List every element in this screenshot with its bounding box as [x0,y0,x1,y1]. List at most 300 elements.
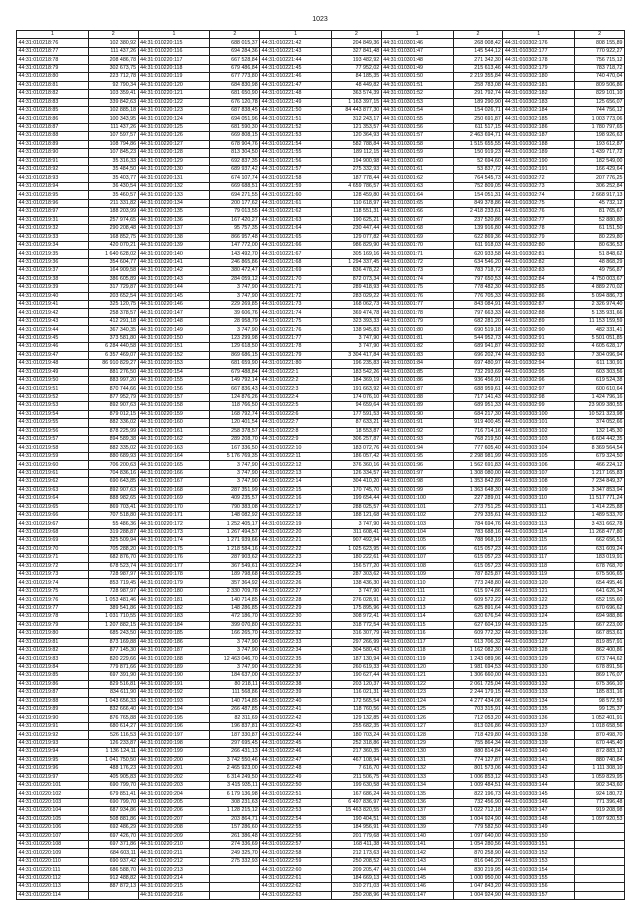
cadastral-value-cell: 185 831,16 [575,689,625,697]
cadastral-value-cell: 681 590,30 [210,123,260,131]
cadastral-value-cell: 284 059,12 [210,275,260,283]
cadastral-number-cell: 44:31:010220:160 [138,419,210,427]
cadastral-number-cell: 44:31:010220:170 [138,503,210,511]
cadastral-number-cell: 44:31:010218:76 [17,39,89,47]
cadastral-value-cell: 1 363 648,30 [453,486,503,494]
table-row [17,444,625,452]
cadastral-value-cell: 203 120,37 [332,680,382,688]
cadastral-number-cell: 44:31:010303:134 [503,697,575,705]
cadastral-number-cell: 44:31:010222:63 [260,891,332,899]
cadastral-value-cell: 870 258,90 [453,849,503,857]
cadastral-number-cell: 44:31:010222:15 [260,486,332,494]
cadastral-number-cell: 44:31:010302:80 [503,241,575,249]
cadastral-number-cell: 44:31:010219:84 [17,663,89,671]
cadastral-value-cell: 80 229,80 [575,233,625,241]
cadastral-number-cell: 44:31:010302:76 [503,208,575,216]
cadastral-number-cell: 44:31:010220:138 [138,233,210,241]
cadastral-value-cell: 819 857,91 [575,638,625,646]
cadastral-number-cell: 44:31:010220:165 [138,461,210,469]
cadastral-number-cell: 44:31:010301:129 [381,739,453,747]
cadastral-number-cell: 44:31:010222:18 [260,511,332,519]
cadastral-value-cell [210,883,260,891]
cadastral-number-cell: 44:31:010301:105 [381,537,453,545]
cadastral-number-cell: 44:31:010302:84 [503,275,575,283]
cadastral-number-cell: 44:31:010220:149 [138,326,210,334]
cadastral-number-cell: 44:31:010222:45 [260,739,332,747]
page-number: 1023 [312,16,328,23]
cadastral-value-cell: 260 619,33 [332,663,382,671]
cadastral-value-cell: 84 185,35 [332,73,382,81]
table-row [17,284,625,292]
cadastral-number-cell: 44:31:010301:112 [381,596,453,604]
cadastral-value-cell: 138 945,83 [332,326,382,334]
cadastral-number-cell: 44:31:010303:142 [503,765,575,773]
cadastral-number-cell: 44:31:010222:14 [260,478,332,486]
cadastral-number-cell: 44:31:010219:78 [17,613,89,621]
cadastral-number-cell: 44:31:010220:214 [138,874,210,882]
table-row [17,436,625,444]
cadastral-value-cell: 816 046,20 [453,857,503,865]
table-row [17,250,625,258]
cadastral-number-cell: 44:31:010220:164 [138,452,210,460]
cadastral-number-cell: 44:31:010301:85 [381,368,453,376]
cadastral-value-cell: 354 604,77 [88,258,138,266]
cadastral-number-cell: 44:31:010303:148 [503,815,575,823]
cadastral-number-cell: 44:31:010302:182 [503,90,575,98]
cadastral-number-cell: 44:31:010303:129 [503,655,575,663]
cadastral-value-cell: 175 895,96 [332,604,382,612]
cadastral-value-cell: 692 837,35 [210,157,260,165]
cadastral-value-cell: 689 951,33 [453,402,503,410]
table-row [17,891,625,899]
cadastral-value-cell: 110 618,97 [332,199,382,207]
cadastral-value-cell: 611 918,03 [453,241,503,249]
cadastral-number-cell: 44:31:010301:120 [381,663,453,671]
cadastral-value-cell: 107 597,57 [88,132,138,140]
cadastral-value-cell: 784 694,76 [453,520,503,528]
cadastral-value-cell: 291 792,74 [453,90,503,98]
cadastral-value-cell: 180 703,24 [332,731,382,739]
table-row [17,326,625,334]
cadastral-value-cell: 1 000 950,00 [453,874,503,882]
cadastral-value-cell: 157 286,60 [210,824,260,832]
cadastral-number-cell: 44:31:010222:57 [260,841,332,849]
cadastral-number-cell: 44:31:010220:213 [138,866,210,874]
cadastral-number-cell: 44:31:010219:75 [17,587,89,595]
cadastral-value-cell: 3 747,90 [210,478,260,486]
cadastral-number-cell: 44:31:010301:56 [381,123,453,131]
cadastral-value-cell: 620 676,54 [453,613,503,621]
cadastral-number-cell: 44:31:010303:141 [503,756,575,764]
cadastral-value-cell: 3 431 662,78 [575,520,625,528]
cadastral-value-cell: 611 517,15 [453,123,503,131]
cadastral-number-cell: 44:31:010219:58 [17,444,89,452]
cadastral-number-cell: 44:31:010222:52 [260,798,332,806]
cadastral-value-cell: 223 712,78 [88,73,138,81]
cadastral-value-cell: 289 418,93 [332,284,382,292]
cadastral-number-cell: 44:31:010218:82 [17,90,89,98]
cadastral-value-cell: 1 294 337,45 [332,258,382,266]
table-row [17,191,625,199]
cadastral-value-cell: 35 403,77 [88,174,138,182]
cadastral-value-cell: 1 640 628,02 [88,250,138,258]
cadastral-value-cell: 1 424 796,16 [575,393,625,401]
cadastral-number-cell: 44:31:010218:90 [17,149,89,157]
cadastral-number-cell: 44:31:010220:136 [138,216,210,224]
cadastral-value-cell: 3 747,90 [210,469,260,477]
cadastral-value-cell: 304 410,20 [332,478,382,486]
cadastral-value-cell: 187 778,44 [332,174,382,182]
header-row [17,31,625,39]
cadastral-number-cell: 44:31:010301:64 [381,191,453,199]
cadastral-value-cell: 283 029,22 [332,292,382,300]
cadastral-number-cell: 44:31:010301:49 [381,64,453,72]
cadastral-number-cell: 44:31:010220:124 [138,115,210,123]
cadastral-value-cell: 667 853,61 [575,630,625,638]
cadastral-value-cell: 6 314 249,50 [210,773,260,781]
cadastral-value-cell: 675 506,65 [575,571,625,579]
table-row [17,376,625,384]
table-row [17,115,625,123]
cadastral-value-cell: 1 136 124,11 [88,748,138,756]
cadastral-value-cell: 116 021,31 [332,689,382,697]
cadastral-value-cell: 690 799,70 [88,781,138,789]
cadastral-value-cell: 689 941,87 [453,343,503,351]
cadastral-value-cell: 3 747,90 [332,334,382,342]
table-row [17,208,625,216]
cadastral-value-cell: 627 604,19 [453,621,503,629]
cadastral-value-cell: 23 909 380,55 [575,402,625,410]
cadastral-value-cell: 912 488,82 [88,874,138,882]
cadastral-value-cell: 327 841,48 [332,47,382,55]
table-row [17,233,625,241]
cadastral-number-cell: 44:31:010301:145 [381,874,453,882]
cadastral-value-cell: 325 509,94 [88,537,138,545]
cadastral-value-cell: 102 380,92 [88,39,138,47]
cadastral-value-cell: 466 224,12 [575,461,625,469]
cadastral-number-cell: 44:31:010301:79 [381,317,453,325]
cadastral-number-cell: 44:31:010220:194 [138,706,210,714]
cadastral-value-cell: 3 747,90 [332,343,382,351]
cadastral-value-cell: 5 135 931,66 [575,309,625,317]
table-row [17,351,625,359]
cadastral-number-cell: 44:31:010222:10 [260,444,332,452]
cadastral-number-cell: 44:31:010220:127 [138,140,210,148]
cadastral-number-cell: 44:31:010222:29 [260,604,332,612]
cadastral-value-cell: 744 756,12 [575,106,625,114]
cadastral-value-cell: 399 070,80 [210,621,260,629]
cadastral-value-cell: 4 659 786,57 [332,182,382,190]
cadastral-number-cell: 44:31:010220:154 [138,368,210,376]
cadastral-number-cell: 44:31:010220:207 [138,815,210,823]
cadastral-value-cell: 230 447,44 [332,225,382,233]
cadastral-number-cell: 44:31:010219:40 [17,292,89,300]
cadastral-number-cell: 44:31:010303:106 [503,461,575,469]
cadastral-number-cell: 44:31:010220:151 [138,343,210,351]
cadastral-number-cell: 44:31:010303:104 [503,444,575,452]
cadastral-number-cell: 44:31:010219:83 [17,655,89,663]
cadastral-value-cell: 488 176,23 [88,765,138,773]
cadastral-number-cell: 44:31:010221:52 [260,123,332,131]
cadastral-number-cell: 44:31:010219:54 [17,410,89,418]
cadastral-number-cell: 44:31:010301:87 [381,385,453,393]
cadastral-value-cell: 3 742 550,46 [210,756,260,764]
cadastral-number-cell: 44:31:010220:193 [138,697,210,705]
cadastral-number-cell: 44:31:010303:121 [503,587,575,595]
cadastral-value-cell: 190 625,21 [332,216,382,224]
cadastral-number-cell: 44:31:010219:38 [17,275,89,283]
cadastral-number-cell: 44:31:010301:103 [381,520,453,528]
cadastral-value-cell: 187 330,87 [210,731,260,739]
cadastral-number-cell: 44:31:010301:93 [381,436,453,444]
cadastral-value-cell: 829 101,10 [575,90,625,98]
cadastral-value-cell: 894 589,38 [88,436,138,444]
cadastral-value-cell: 183 019,91 [575,554,625,562]
cadastral-value-cell: 690 799,70 [88,798,138,806]
cadastral-value-cell: 373 581,80 [88,334,138,342]
table-row [17,798,625,806]
cadastral-number-cell: 44:31:010221:79 [260,351,332,359]
cadastral-value-cell: 888 982,65 [88,495,138,503]
cadastral-value-cell [210,874,260,882]
cadastral-value-cell: 261 386,48 [210,832,260,840]
cadastral-number-cell: 44:31:010301:74 [381,275,453,283]
cadastral-number-cell: 44:31:010220:113 [17,883,89,891]
cadastral-number-cell: 44:31:010303:111 [503,503,575,511]
cadastral-value-cell: 168 792,74 [210,410,260,418]
cadastral-number-cell: 44:31:010221:64 [260,225,332,233]
cadastral-value-cell: 667 528,84 [210,56,260,64]
cadastral-value-cell: 783 718,72 [575,64,625,72]
cadastral-number-cell: 44:31:010301:126 [381,714,453,722]
cadastral-number-cell: 44:31:010219:82 [17,646,89,654]
table-row [17,866,625,874]
cadastral-number-cell: 44:31:010222:51 [260,790,332,798]
cadastral-value-cell: 325 120,75 [88,301,138,309]
cadastral-number-cell: 44:31:010219:76 [17,596,89,604]
cadastral-number-cell: 44:31:010222:4 [260,393,332,401]
cadastral-value-cell: 703 315,91 [453,706,503,714]
cadastral-value-cell: 204 849,36 [332,39,382,47]
cadastral-value-cell [575,866,625,874]
cadastral-value-cell: 126 233,87 [88,739,138,747]
cadastral-value-cell: 167 336,50 [210,444,260,452]
cadastral-value-cell: 11 268 477,80 [575,528,625,536]
cadastral-number-cell: 44:31:010220:209 [138,832,210,840]
cadastral-value-cell: 1 308 080,00 [453,469,503,477]
table-row [17,216,625,224]
cadastral-value-cell: 882 336,02 [88,419,138,427]
cadastral-number-cell: 44:31:010220:187 [138,646,210,654]
cadastral-value-cell: 7 616,70 [332,765,382,773]
cadastral-value-cell: 902 343,60 [575,781,625,789]
cadastral-number-cell: 44:31:010222:36 [260,663,332,671]
cadastral-number-cell: 44:31:010219:69 [17,537,89,545]
cadastral-value-cell: 183 072,76 [332,444,382,452]
cadastral-value-cell: 317 729,87 [88,284,138,292]
cadastral-number-cell: 44:31:010221:60 [260,191,332,199]
table-row [17,157,625,165]
cadastral-value-cell: 229 269,85 [210,301,260,309]
cadastral-number-cell: 44:31:010220:212 [138,857,210,865]
cadastral-number-cell: 44:31:010303:115 [503,537,575,545]
cadastral-number-cell: 44:31:010220:189 [138,663,210,671]
cadastral-value-cell: 790 383,08 [210,503,260,511]
table-row [17,393,625,401]
cadastral-value-cell: 801 573,06 [453,765,503,773]
cadastral-number-cell: 44:31:010219:91 [17,722,89,730]
cadastral-value-cell: 189 112,15 [332,149,382,157]
cadastral-value-cell: 6 179 136,98 [210,790,260,798]
cadastral-number-cell: 44:31:010222:30 [260,613,332,621]
cadastral-number-cell: 44:31:010219:32 [17,225,89,233]
cadastral-number-cell: 44:31:010220:135 [138,208,210,216]
cadastral-value-cell: 53 837,72 [453,166,503,174]
cadastral-number-cell: 44:31:010222:20 [260,528,332,536]
cadastral-number-cell: 44:31:010222:5 [260,402,332,410]
cadastral-number-cell: 44:31:010221:73 [260,301,332,309]
cadastral-value-cell: 862 400,86 [575,646,625,654]
cadastral-number-cell: 44:31:010221:61 [260,199,332,207]
cadastral-number-cell: 44:31:010221:53 [260,132,332,140]
cadastral-number-cell: 44:31:010301:71 [381,250,453,258]
cadastral-value-cell: 189 798,68 [210,571,260,579]
cadastral-number-cell: 44:31:010220:137 [138,225,210,233]
cadastral-value-cell: 156 577,20 [332,562,382,570]
cadastral-number-cell: 44:31:010220:152 [138,351,210,359]
cadastral-value-cell: 678 891,56 [575,663,625,671]
cadastral-number-cell: 44:31:010220:141 [138,258,210,266]
cadastral-number-cell: 44:31:010301:123 [381,689,453,697]
cadastral-value-cell: 1 267 494,57 [210,528,260,536]
cadastral-number-cell: 44:31:010222:61 [260,874,332,882]
cadastral-number-cell: 44:31:010301:125 [381,706,453,714]
cadastral-number-cell: 44:31:010219:85 [17,672,89,680]
cadastral-number-cell: 44:31:010301:57 [381,132,453,140]
cadastral-value-cell: 190 404,51 [332,815,382,823]
cadastral-number-cell: 44:31:010221:57 [260,166,332,174]
cadastral-value-cell [575,874,625,882]
cadastral-value-cell: 615 057,23 [453,545,503,553]
cadastral-number-cell: 44:31:010301:50 [381,73,453,81]
cadastral-number-cell: 44:31:010220:104 [17,807,89,815]
cadastral-value-cell: 7 234 849,37 [575,478,625,486]
cadastral-value-cell: 339 842,63 [88,98,138,106]
cadastral-number-cell: 44:31:010222:40 [260,697,332,705]
cadastral-value-cell: 118 760,56 [332,706,382,714]
cadastral-value-cell: 697 426,70 [88,832,138,840]
cadastral-number-cell: 44:31:010302:97 [503,385,575,393]
cadastral-value-cell: 797 650,53 [453,275,503,283]
cadastral-number-cell: 44:31:010303:132 [503,680,575,688]
cadastral-number-cell: 44:31:010301:46 [381,39,453,47]
cadastral-number-cell: 44:31:010219:87 [17,689,89,697]
cadastral-number-cell: 44:31:010219:88 [17,697,89,705]
cadastral-value-cell: 164 909,58 [88,267,138,275]
cadastral-value-cell: 138 436,30 [332,579,382,587]
cadastral-value-cell: 907 492,94 [332,537,382,545]
table-row [17,64,625,72]
cadastral-number-cell: 44:31:010302:186 [503,123,575,131]
cadastral-value-cell: 4 277 434,06 [453,697,503,705]
cadastral-value-cell: 482 331,41 [575,326,625,334]
cadastral-number-cell: 44:31:010303:107 [503,469,575,477]
cadastral-number-cell: 44:31:010220:119 [138,73,210,81]
header-cell: 2 [575,31,625,39]
cadastral-number-cell: 44:31:010220:190 [138,672,210,680]
cadastral-number-cell: 44:31:010221:59 [260,182,332,190]
cadastral-number-cell: 44:31:010220:196 [138,722,210,730]
cadastral-value-cell: 306 257,87 [332,436,382,444]
header-cell: 1 [381,31,453,39]
cadastral-number-cell: 44:31:010303:152 [503,849,575,857]
cadastral-value-cell: 258 783,08 [453,81,503,89]
cadastral-value-cell: 684 603,11 [88,849,138,857]
cadastral-number-cell: 44:31:010221:49 [260,98,332,106]
cadastral-number-cell: 44:31:010220:161 [138,427,210,435]
cadastral-value-cell: 892 907,63 [88,402,138,410]
table-row [17,495,625,503]
cadastral-value-cell: 820 229,66 [88,655,138,663]
table-row [17,225,625,233]
cadastral-number-cell: 44:31:010220:188 [138,655,210,663]
cadastral-value-cell: 694 051,96 [210,115,260,123]
cadastral-number-cell: 44:31:010219:73 [17,571,89,579]
cadastral-number-cell: 44:31:010301:100 [381,495,453,503]
cadastral-value-cell: 86 910 829,27 [88,360,138,368]
cadastral-value-cell: 1 018 658,56 [575,722,625,730]
cadastral-value-cell: 678 768,70 [575,562,625,570]
cadastral-number-cell: 44:31:010301:138 [381,815,453,823]
table-row [17,258,625,266]
cadastral-value-cell: 1 207 882,15 [88,621,138,629]
cadastral-number-cell: 44:31:010220:175 [138,545,210,553]
table-row [17,739,625,747]
table-row [17,874,625,882]
cadastral-number-cell: 44:31:010302:73 [503,182,575,190]
cadastral-number-cell: 44:31:010301:78 [381,309,453,317]
cadastral-number-cell: 44:31:010302:188 [503,140,575,148]
table-body [17,39,625,900]
cadastral-number-cell: 44:31:010222:41 [260,706,332,714]
cadastral-number-cell: 44:31:010301:97 [381,469,453,477]
cadastral-value-cell: 212 173,63 [332,849,382,857]
cadastral-number-cell: 44:31:010301:144 [381,866,453,874]
cadastral-value-cell: 82 311,69 [210,714,260,722]
cadastral-number-cell: 44:31:010302:190 [503,157,575,165]
cadastral-number-cell: 44:31:010218:78 [17,56,89,64]
cadastral-number-cell: 44:31:010302:95 [503,368,575,376]
cadastral-number-cell: 44:31:010221:67 [260,250,332,258]
cadastral-number-cell: 44:31:010221:65 [260,233,332,241]
cadastral-number-cell: 44:31:010222:55 [260,824,332,832]
cadastral-number-cell: 44:31:010220:140 [138,250,210,258]
cadastral-value-cell: 682 281,20 [453,317,503,325]
table-row [17,368,625,376]
cadastral-number-cell: 44:31:010302:72 [503,174,575,182]
cadastral-number-cell: 44:31:010220:148 [138,317,210,325]
table-row [17,655,625,663]
cadastral-value-cell: 869 176,07 [575,672,625,680]
cadastral-number-cell: 44:31:010301:86 [381,376,453,384]
cadastral-value-cell: 869 686,15 [210,351,260,359]
cadastral-number-cell: 44:31:010219:37 [17,267,89,275]
cadastral-value-cell: 188 121,68 [332,511,382,519]
cadastral-number-cell: 44:31:010303:120 [503,579,575,587]
cadastral-value-cell: 686 588,70 [88,866,138,874]
cadastral-number-cell: 44:31:010220:110 [17,857,89,865]
cadastral-value-cell: 99 125,37 [575,706,625,714]
